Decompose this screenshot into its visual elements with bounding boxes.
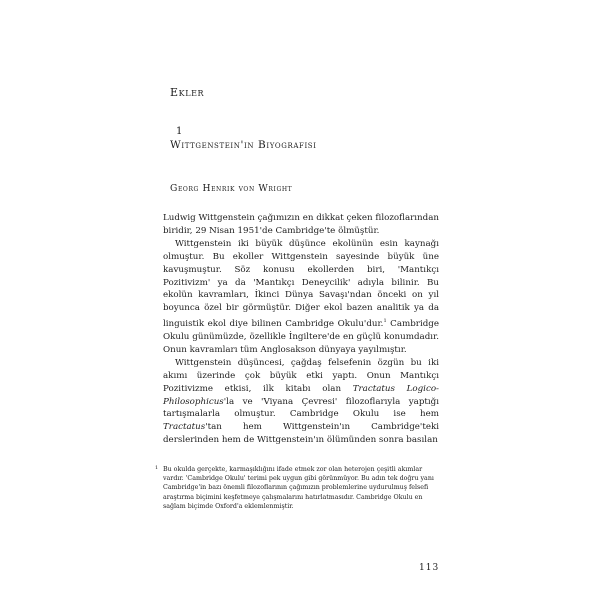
- paragraph-3: [163, 357, 439, 447]
- paragraph-3-text: Wittgenstein düşüncesi, çağdaş felsefenin özgün bu iki akımı üzerinde çok büyük etki yaptı. Onun Mantıkçı Pozitivizme etkisi, ilk kitabı olan: [163, 357, 439, 394]
- chapter-number: 1: [176, 126, 183, 137]
- page-number: 113: [419, 563, 440, 573]
- paragraph-1: Ludwig Wittgenstein çağımızın en dikkat çeken filozoflarından biridir, 29 Nisan 1951'de Cambridge'te ölmüştür.: [163, 213, 439, 236]
- footnote: [155, 465, 439, 511]
- section-label: Ekler: [170, 86, 205, 99]
- body-text: [163, 212, 439, 447]
- paragraph-2-text-cont: Cambridge Okulu günümüzde, özellikle İngiltere'de en güçlü konumdadır. Onun kavramları tüm Anglosakson dünyaya yayılmıştır.: [163, 319, 439, 355]
- footnote-mark: 1: [155, 465, 159, 471]
- footnote-reference[interactable]: 1: [383, 318, 387, 325]
- footnote-text: Bu okulda gerçekte, karmaşıklığını ifade etmek zor olan heterojen çeşitli akımlar vardır. 'Cambridge Okulu' terimi pek uygun gibi görünmüyor. Bu adın tek doğru yanı Cambridge'in bazı önemli filozoflarının çağımızın problemlerine uydurulmuş felsefi araştırma biçimini keşfetmeye çalışmalarını hatırlatmasıdır. Cambridge Okulu en sağlam biçimde Oxford'a eklemlenmiştir.: [163, 466, 434, 510]
- paragraph-3-text-cont: 'la ve 'Viyana Çevresi' filozoflarıyla yaptığı tartışmalarla olmuştur. Cambridge Okulu ise hem: [163, 396, 439, 420]
- book-title-tractatus-full: Tractatus Logico-Philosophicus: [163, 383, 439, 407]
- paragraph-2-text: Wittgenstein iki büyük düşünce ekolünün esin kaynağı olmuştur. Bu ekoller Wittgenstein sayesinde büyük üne kavuşmuştur. Söz konusu ekollerden biri, 'Mantıkçı Pozitivizm' ya da 'Mantıkçı Deneycilik' adıyla bilinir. Bu ekolün kavramları, İkinci Dünya Savaşı'ndan önceki on yıl boyunca özel bir görmüştür. Diğer ekol bazen analitik ya da linguistik ekol diye bilinen Cambridge Okulu'dur.: [163, 238, 439, 330]
- paragraph-3-text-end: 'tan hem Wittgenstein'ın Cambridge'teki derslerinden hem de Wittgenstein'ın ölümünden sonra basılan: [163, 422, 439, 446]
- chapter-title: Wittgenstein'ın Biyografisi: [170, 139, 317, 151]
- paragraph-2: [163, 238, 439, 357]
- author-name: Georg Henrik von Wright: [170, 183, 293, 194]
- book-title-tractatus: Tractatus: [163, 422, 206, 433]
